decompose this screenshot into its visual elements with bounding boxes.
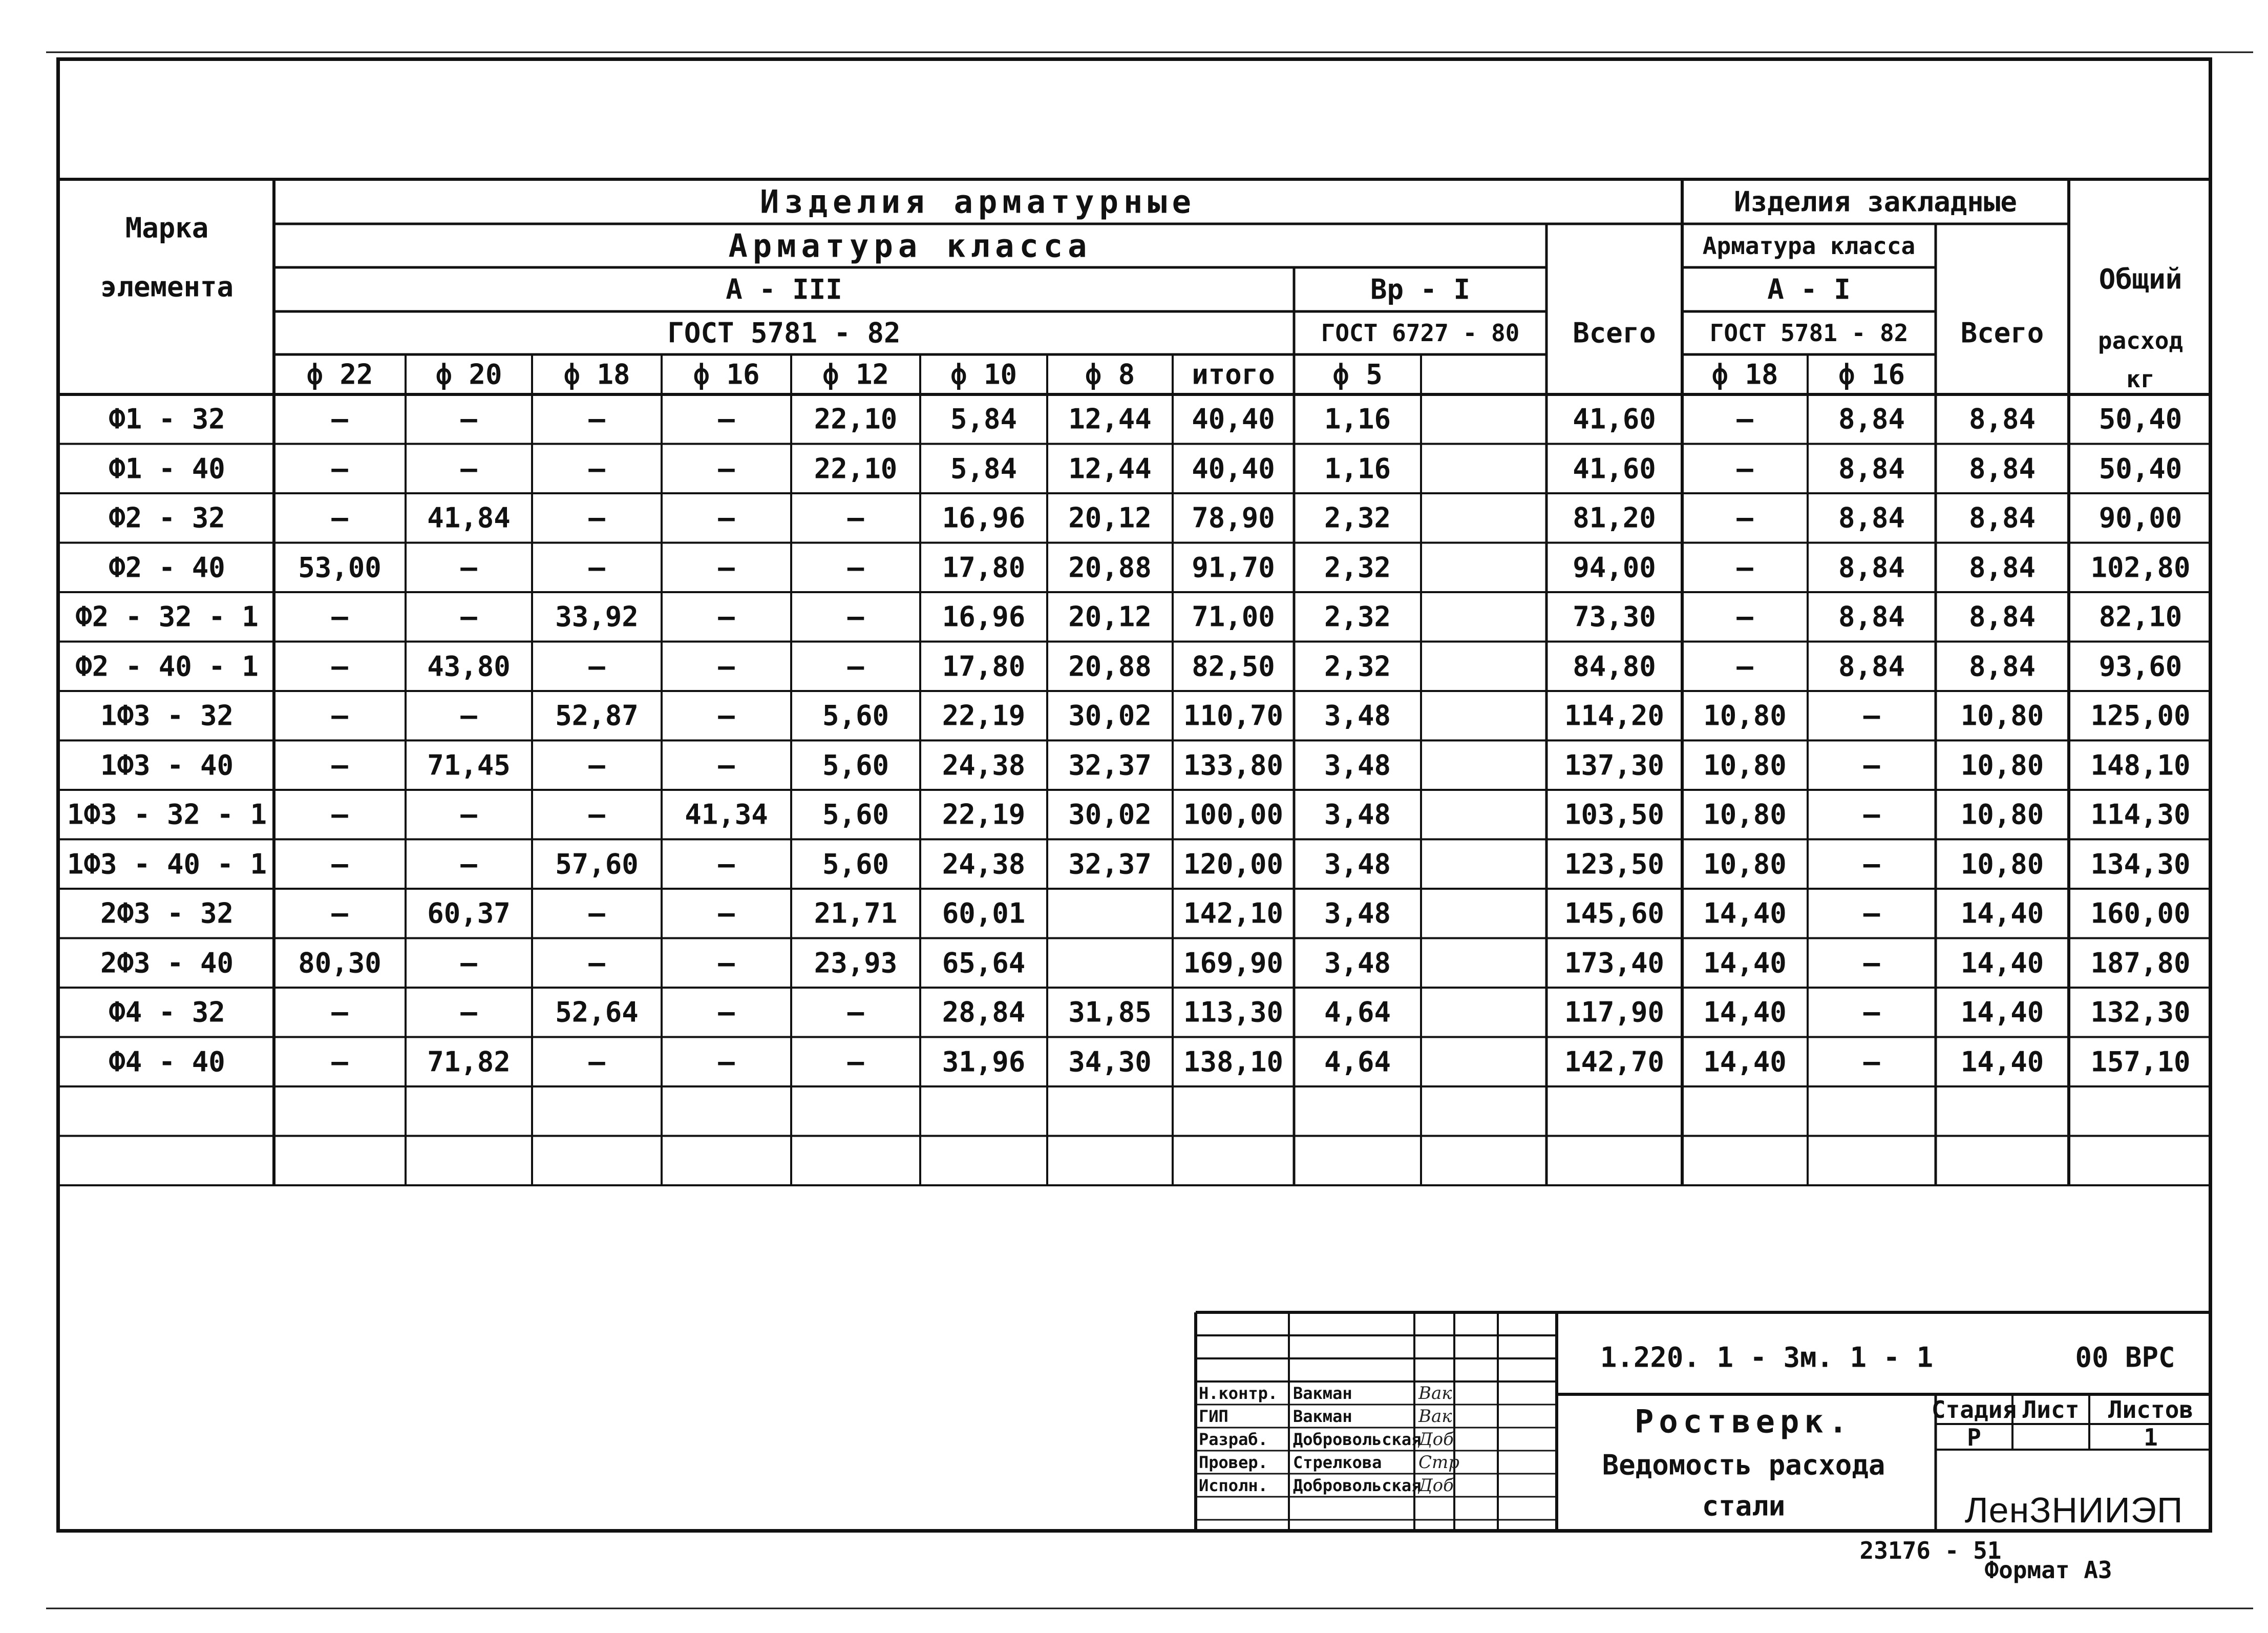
table-cell: 4,64 (1324, 996, 1391, 1029)
table-cell: 31,85 (1068, 996, 1152, 1029)
format-label: Формат А3 (1984, 1556, 2112, 1584)
table-cell: — (1736, 501, 1753, 534)
table-cell: — (588, 403, 605, 435)
table-cell: — (460, 699, 477, 732)
table-cell: — (1863, 947, 1880, 979)
stage-value: Р (1967, 1423, 1981, 1451)
table-cell: 110,70 (1183, 699, 1284, 732)
table-cell: 24,38 (942, 848, 1026, 881)
table-cell: 8,84 (1838, 403, 1905, 435)
col-header-diameter: итого (1192, 358, 1275, 391)
table-cell: — (331, 749, 348, 782)
sheets-label: Листов (2108, 1396, 2194, 1423)
table-cell: — (331, 996, 348, 1029)
table-cell: 17,80 (942, 551, 1026, 584)
table-cell: 17,80 (942, 650, 1026, 683)
table-cell: 20,12 (1068, 600, 1152, 633)
table-cell: — (331, 650, 348, 683)
table-cell: 50,40 (2099, 403, 2182, 435)
table-cell: — (331, 1045, 348, 1078)
table-cell: — (1736, 452, 1753, 485)
table-cell: 10,80 (1960, 798, 2044, 831)
table-cell: 10,80 (1703, 699, 1787, 732)
table-cell: 5,60 (822, 699, 889, 732)
table-cell: 132,30 (2090, 996, 2191, 1029)
col-header-mark: элемента (100, 270, 234, 303)
table-cell: — (847, 650, 864, 683)
table-cell: 8,84 (1968, 501, 2036, 534)
table-cell: 32,37 (1068, 848, 1152, 881)
element-mark: 2Ф3 - 40 (100, 947, 234, 979)
table-cell: 142,70 (1564, 1045, 1665, 1078)
table-cell: 41,60 (1573, 403, 1656, 435)
col-header-diameter: ф 18 (563, 358, 630, 391)
table-cell: 41,60 (1573, 452, 1656, 485)
staff-role: Провер. (1199, 1453, 1268, 1472)
table-cell: 10,80 (1960, 699, 2044, 732)
inventory-number: 23176 - 51 (1859, 1537, 2002, 1564)
staff-role: ГИП (1199, 1407, 1228, 1426)
document-title: Ростверк. (1635, 1402, 1853, 1440)
table-cell: 31,96 (942, 1045, 1026, 1078)
table-cell: 133,80 (1183, 749, 1284, 782)
document-title: Ведомость расхода (1602, 1449, 1885, 1481)
table-cell: 117,90 (1564, 996, 1665, 1029)
table-cell: 94,00 (1573, 551, 1656, 584)
table-cell: 22,19 (942, 798, 1026, 831)
table-cell: 12,44 (1068, 403, 1152, 435)
table-cell: — (588, 749, 605, 782)
table-cell: — (460, 848, 477, 881)
table-cell: — (718, 749, 735, 782)
table-cell: 100,00 (1183, 798, 1284, 831)
table-cell: — (588, 650, 605, 683)
element-mark: 1Ф3 - 40 - 1 (67, 848, 267, 881)
table-cell: 82,10 (2099, 600, 2182, 633)
element-mark: Ф4 - 40 (109, 1045, 225, 1078)
table-cell: 53,00 (298, 551, 381, 584)
table-cell: 8,84 (1968, 452, 2036, 485)
sub-header-class: Арматура класса (1702, 232, 1916, 260)
table-cell: — (331, 798, 348, 831)
col-header-diameter: ф 8 (1085, 358, 1135, 391)
table-cell: — (1863, 749, 1880, 782)
table-cell: 22,19 (942, 699, 1026, 732)
document-code: 1.220. 1 - 3м. 1 - 1 (1600, 1341, 1934, 1374)
table-cell: 3,48 (1324, 798, 1391, 831)
table-cell: 10,80 (1960, 749, 2044, 782)
table-cell: 137,30 (1564, 749, 1665, 782)
class-a3: А - III (726, 273, 842, 306)
table-cell: 8,84 (1968, 650, 2036, 683)
table-cell: 14,40 (1703, 947, 1787, 979)
table-cell: 40,40 (1192, 403, 1275, 435)
table-cell: 2,32 (1324, 501, 1391, 534)
table-cell: — (718, 897, 735, 930)
table-cell: 65,64 (942, 947, 1026, 979)
table-cell: 1,16 (1324, 452, 1391, 485)
table-cell: 3,48 (1324, 848, 1391, 881)
group-header-items: Изделия арматурные (760, 183, 1196, 220)
staff-name: Добровольская (1293, 1430, 1422, 1449)
staff-role: Разраб. (1199, 1430, 1268, 1449)
table-cell: 1,16 (1324, 403, 1391, 435)
col-header-diameter: ф 18 (1711, 358, 1778, 391)
staff-role: Н.контр. (1199, 1384, 1278, 1403)
table-cell: 3,48 (1324, 699, 1391, 732)
table-cell: 8,84 (1968, 551, 2036, 584)
class-a1: А - I (1767, 273, 1851, 306)
table-cell: 8,84 (1838, 650, 1905, 683)
table-cell: 28,84 (942, 996, 1026, 1029)
staff-name: Вакман (1293, 1407, 1352, 1426)
table-cell: 14,40 (1960, 897, 2044, 930)
col-header-diameter: ф 22 (306, 358, 373, 391)
table-cell: — (718, 699, 735, 732)
table-cell: 14,40 (1703, 1045, 1787, 1078)
col-header-total: Всего (1573, 317, 1656, 349)
table-cell: — (460, 947, 477, 979)
table-cell: 81,20 (1573, 501, 1656, 534)
element-mark: 2Ф3 - 32 (100, 897, 234, 930)
table-cell: — (1863, 996, 1880, 1029)
table-cell: 103,50 (1564, 798, 1665, 831)
table-cell: — (718, 452, 735, 485)
group-header-embedded: Изделия закладные (1734, 185, 2017, 218)
table-cell: 20,88 (1068, 650, 1152, 683)
table-cell: 50,40 (2099, 452, 2182, 485)
table-cell: — (588, 452, 605, 485)
table-cell: — (1736, 403, 1753, 435)
col-header-diameter: ф 20 (435, 358, 502, 391)
table-cell: — (460, 996, 477, 1029)
table-cell: — (718, 848, 735, 881)
table-cell: 20,88 (1068, 551, 1152, 584)
table-cell: — (331, 699, 348, 732)
table-cell: — (718, 551, 735, 584)
table-cell: 80,30 (298, 947, 381, 979)
table-cell: — (718, 501, 735, 534)
table-cell: — (1863, 1045, 1880, 1078)
table-cell: 134,30 (2090, 848, 2191, 881)
document-suffix: 00 ВРС (2075, 1341, 2175, 1374)
table-cell: 60,01 (942, 897, 1026, 930)
table-cell: 10,80 (1703, 848, 1787, 881)
table-cell: 2,32 (1324, 600, 1391, 633)
table-cell: 173,40 (1564, 947, 1665, 979)
table-cell: — (1736, 650, 1753, 683)
table-cell: 12,44 (1068, 452, 1152, 485)
table-cell: — (718, 947, 735, 979)
element-mark: 1Ф3 - 40 (100, 749, 234, 782)
table-cell: 71,45 (427, 749, 511, 782)
table-cell: 125,00 (2090, 699, 2191, 732)
table-cell: 5,60 (822, 798, 889, 831)
table-cell: 157,10 (2090, 1045, 2191, 1078)
table-cell: 8,84 (1838, 600, 1905, 633)
table-cell: 20,12 (1068, 501, 1152, 534)
col-header-mark: Марка (125, 212, 209, 244)
table-cell: — (460, 452, 477, 485)
col-header-diameter: ф 10 (950, 358, 1018, 391)
table-cell: 78,90 (1192, 501, 1275, 534)
table-cell: 52,87 (555, 699, 639, 732)
table-cell: 71,82 (427, 1045, 511, 1078)
table-cell: 91,70 (1192, 551, 1275, 584)
table-cell: — (718, 600, 735, 633)
table-cell: 5,60 (822, 749, 889, 782)
table-cell: 22,10 (814, 403, 898, 435)
table-cell: — (588, 947, 605, 979)
table-cell: — (460, 798, 477, 831)
table-cell: — (588, 897, 605, 930)
table-cell: 8,84 (1838, 452, 1905, 485)
table-cell: 14,40 (1960, 947, 2044, 979)
table-cell: — (588, 501, 605, 534)
col-header-total: Всего (1960, 317, 2044, 349)
element-mark: Ф2 - 40 - 1 (75, 650, 259, 683)
col-header-diameter: ф 12 (822, 358, 889, 391)
col-header-diameter: ф 16 (1838, 358, 1905, 391)
element-mark: 1Ф3 - 32 (100, 699, 234, 732)
gost-a1: ГОСТ 5781 - 82 (1709, 319, 1909, 347)
table-cell: — (718, 650, 735, 683)
sub-header-class: Арматура класса (728, 227, 1092, 264)
staff-signature: Стр (1418, 1452, 1460, 1473)
table-cell: 41,34 (685, 798, 768, 831)
table-cell: 5,84 (950, 452, 1018, 485)
element-mark: Ф2 - 32 - 1 (75, 600, 259, 633)
table-cell: — (460, 403, 477, 435)
table-cell: 60,37 (427, 897, 511, 930)
table-cell: — (1863, 798, 1880, 831)
table-cell: — (331, 600, 348, 633)
table-cell: — (847, 501, 864, 534)
staff-signature: Доб (1418, 1475, 1454, 1496)
document-title: стали (1702, 1490, 1786, 1522)
table-cell: — (718, 996, 735, 1029)
table-cell: 5,84 (950, 403, 1018, 435)
organization-name: ЛенЗНИИЭП (1964, 1490, 2184, 1530)
table-cell: 84,80 (1573, 650, 1656, 683)
staff-name: Стрелкова (1293, 1453, 1382, 1472)
table-cell: — (331, 403, 348, 435)
table-cell: 169,90 (1183, 947, 1284, 979)
table-cell: 142,10 (1183, 897, 1284, 930)
element-mark: 1Ф3 - 32 - 1 (67, 798, 267, 831)
table-cell: 8,84 (1968, 600, 2036, 633)
staff-signature: Вак (1418, 1383, 1452, 1404)
table-cell: 82,50 (1192, 650, 1275, 683)
table-cell: 22,10 (814, 452, 898, 485)
table-cell: 90,00 (2099, 501, 2182, 534)
table-cell: 14,40 (1960, 1045, 2044, 1078)
table-cell: 3,48 (1324, 897, 1391, 930)
table-cell: 8,84 (1838, 501, 1905, 534)
table-cell: — (847, 1045, 864, 1078)
class-bp1: Вр - I (1370, 273, 1471, 306)
table-cell: 14,40 (1703, 897, 1787, 930)
col-header-diameter: ф 16 (693, 358, 760, 391)
table-cell: 34,30 (1068, 1045, 1152, 1078)
table-cell: — (847, 551, 864, 584)
table-cell: 43,80 (427, 650, 511, 683)
table-cell: — (331, 452, 348, 485)
table-cell: — (718, 403, 735, 435)
element-mark: Ф4 - 32 (109, 996, 225, 1029)
table-cell: 3,48 (1324, 947, 1391, 979)
element-mark: Ф1 - 32 (109, 403, 225, 435)
table-cell: — (1863, 848, 1880, 881)
col-header-overall: расход (2097, 327, 2184, 354)
table-cell: — (588, 551, 605, 584)
table-cell: 10,80 (1703, 798, 1787, 831)
table-cell: 148,10 (2090, 749, 2191, 782)
element-mark: Ф2 - 40 (109, 551, 225, 584)
table-cell: 14,40 (1703, 996, 1787, 1029)
table-cell: 187,80 (2090, 947, 2191, 979)
table-cell: 114,20 (1564, 699, 1665, 732)
table-cell: — (1736, 551, 1753, 584)
table-cell: 145,60 (1564, 897, 1665, 930)
table-cell: 8,84 (1838, 551, 1905, 584)
staff-role: Исполн. (1199, 1476, 1268, 1495)
table-cell: 30,02 (1068, 699, 1152, 732)
table-cell: — (460, 551, 477, 584)
table-cell: 160,00 (2090, 897, 2191, 930)
sheet-label: Лист (2022, 1396, 2080, 1423)
table-cell: 16,96 (942, 600, 1026, 633)
table-cell: 21,71 (814, 897, 898, 930)
table-cell: 3,48 (1324, 749, 1391, 782)
staff-name: Вакман (1293, 1384, 1352, 1403)
stage-label: Стадия (1931, 1396, 2017, 1423)
table-cell: — (1736, 600, 1753, 633)
table-cell: — (718, 1045, 735, 1078)
table-cell: — (331, 501, 348, 534)
table-cell: 114,30 (2090, 798, 2191, 831)
table-cell: — (847, 600, 864, 633)
table-cell: 24,38 (942, 749, 1026, 782)
table-cell: — (1863, 897, 1880, 930)
col-header-diameter: ф 5 (1332, 358, 1383, 391)
table-cell: 40,40 (1192, 452, 1275, 485)
element-mark: Ф2 - 32 (109, 501, 225, 534)
sheets-value: 1 (2144, 1423, 2158, 1451)
staff-signature: Доб (1418, 1429, 1454, 1450)
table-cell: — (460, 600, 477, 633)
table-cell: 10,80 (1960, 848, 2044, 881)
table-cell: 10,80 (1703, 749, 1787, 782)
staff-signature: Вак (1418, 1406, 1452, 1427)
table-cell: 14,40 (1960, 996, 2044, 1029)
table-cell: 138,10 (1183, 1045, 1284, 1078)
gost-a3: ГОСТ 5781 - 82 (667, 317, 901, 349)
table-cell: 2,32 (1324, 650, 1391, 683)
table-cell: 123,50 (1564, 848, 1665, 881)
table-cell: 4,64 (1324, 1045, 1391, 1078)
table-cell: — (588, 798, 605, 831)
table-cell: 5,60 (822, 848, 889, 881)
gost-bp1: ГОСТ 6727 - 80 (1321, 319, 1520, 347)
table-cell: 16,96 (942, 501, 1026, 534)
table-cell: 57,60 (555, 848, 639, 881)
table-cell: 71,00 (1192, 600, 1275, 633)
table-cell: 23,93 (814, 947, 898, 979)
table-cell: 33,92 (555, 600, 639, 633)
table-cell: — (331, 897, 348, 930)
table-cell: 32,37 (1068, 749, 1152, 782)
table-cell: 2,32 (1324, 551, 1391, 584)
table-cell: — (1863, 699, 1880, 732)
table-cell: 73,30 (1573, 600, 1656, 633)
table-cell: 113,30 (1183, 996, 1284, 1029)
table-cell: 30,02 (1068, 798, 1152, 831)
table-cell: 120,00 (1183, 848, 1284, 881)
table-cell: — (331, 848, 348, 881)
table-cell: 8,84 (1968, 403, 2036, 435)
col-header-overall: Общий (2099, 263, 2182, 296)
table-cell: 41,84 (427, 501, 511, 534)
staff-name: Добровольская (1293, 1476, 1422, 1495)
element-mark: Ф1 - 40 (109, 452, 225, 485)
table-cell: 52,64 (555, 996, 639, 1029)
table-cell: — (588, 1045, 605, 1078)
table-cell: — (847, 996, 864, 1029)
table-cell: 93,60 (2099, 650, 2182, 683)
table-cell: 102,80 (2090, 551, 2191, 584)
col-header-overall: кг (2126, 365, 2155, 393)
